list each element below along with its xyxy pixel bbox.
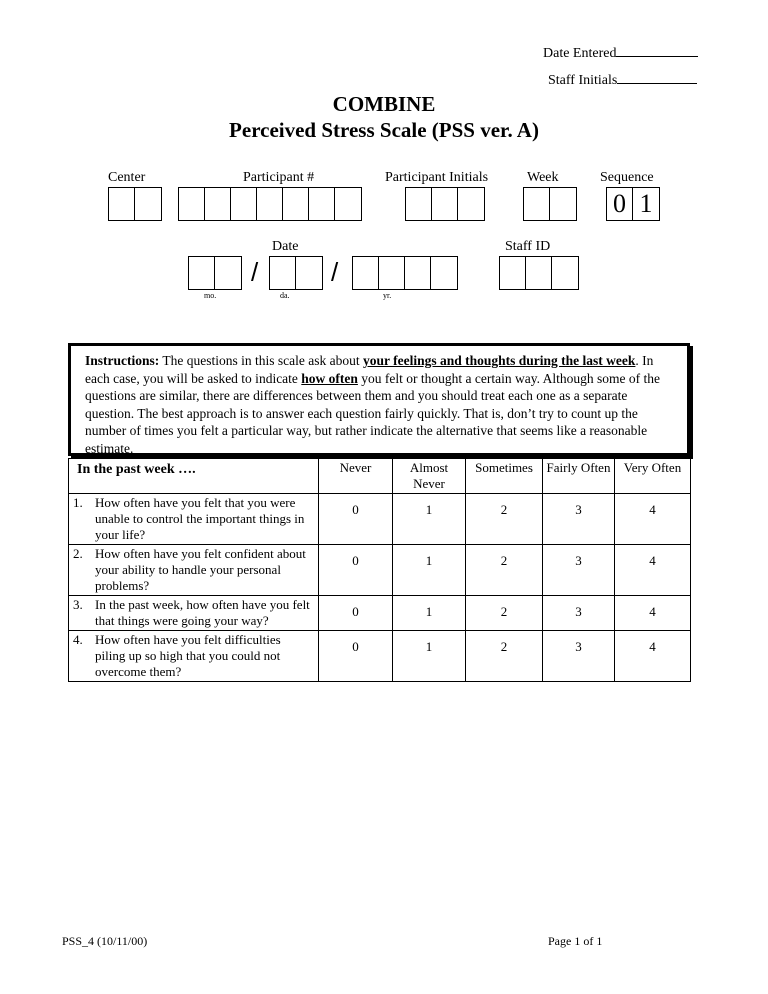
page-number: Page 1 of 1 bbox=[548, 934, 603, 948]
box[interactable] bbox=[179, 188, 205, 220]
answer-option[interactable]: 2 bbox=[466, 631, 543, 682]
instructions-emphasis: how often bbox=[301, 370, 358, 386]
answer-option[interactable]: 2 bbox=[466, 545, 543, 596]
answer-option[interactable]: 1 bbox=[393, 494, 466, 545]
box[interactable] bbox=[231, 188, 257, 220]
box[interactable] bbox=[524, 188, 550, 220]
box[interactable] bbox=[379, 257, 405, 289]
question-cell bbox=[69, 596, 319, 631]
answer-option[interactable]: 0 bbox=[319, 631, 393, 682]
instructions-box bbox=[68, 343, 690, 456]
question-number: 2. bbox=[73, 546, 83, 561]
box[interactable] bbox=[432, 188, 458, 220]
date-separator: / bbox=[251, 257, 259, 287]
box[interactable] bbox=[205, 188, 231, 220]
date-entered-line[interactable] bbox=[543, 46, 698, 62]
question-cell bbox=[69, 494, 319, 545]
instructions-part: The questions in this scale ask about bbox=[162, 353, 360, 368]
box[interactable] bbox=[296, 257, 322, 289]
instructions-text bbox=[85, 352, 665, 457]
day-caption: da. bbox=[280, 291, 290, 300]
question-text: How often have you felt that you were unable to control the important things in your life? bbox=[95, 495, 305, 542]
box[interactable] bbox=[135, 188, 161, 220]
month-caption: mo. bbox=[204, 291, 217, 300]
date-entered-label: Date Entered bbox=[543, 46, 617, 61]
box[interactable] bbox=[257, 188, 283, 220]
column-header: Almost Never bbox=[393, 459, 466, 494]
form-id: PSS_4 (10/11/00) bbox=[62, 934, 148, 948]
answer-option[interactable]: 3 bbox=[543, 631, 615, 682]
question-cell bbox=[69, 631, 319, 682]
instructions-part: . In each case, you will be asked to indicate bbox=[85, 353, 654, 386]
answer-option[interactable]: 0 bbox=[319, 596, 393, 631]
answer-option[interactable]: 3 bbox=[543, 494, 615, 545]
box[interactable] bbox=[406, 188, 432, 220]
table-row bbox=[69, 631, 691, 682]
form-subtitle: Perceived Stress Scale (PSS ver. A) bbox=[229, 118, 539, 142]
year-caption: yr. bbox=[383, 291, 392, 300]
column-header: Never bbox=[319, 459, 393, 494]
box[interactable] bbox=[431, 257, 457, 289]
instructions-label: Instructions: bbox=[85, 353, 160, 368]
sequence-label: Sequence bbox=[600, 170, 654, 185]
column-header: Fairly Often bbox=[543, 459, 615, 494]
week-label: Week bbox=[527, 170, 559, 185]
box[interactable] bbox=[215, 257, 241, 289]
staff-id-boxes[interactable] bbox=[499, 256, 579, 290]
box[interactable] bbox=[405, 257, 431, 289]
participant-boxes[interactable] bbox=[178, 187, 362, 221]
box[interactable] bbox=[270, 257, 296, 289]
column-header: Very Often bbox=[615, 459, 691, 494]
box[interactable] bbox=[353, 257, 379, 289]
answer-option[interactable]: 4 bbox=[615, 545, 691, 596]
box[interactable] bbox=[109, 188, 135, 220]
date-day-boxes[interactable] bbox=[269, 256, 323, 290]
box[interactable] bbox=[550, 188, 576, 220]
answer-option[interactable]: 1 bbox=[393, 545, 466, 596]
answer-option[interactable]: 1 bbox=[393, 596, 466, 631]
participant-initials-boxes[interactable] bbox=[405, 187, 485, 221]
answer-option[interactable]: 0 bbox=[319, 494, 393, 545]
table-row bbox=[69, 545, 691, 596]
staff-id-label: Staff ID bbox=[505, 239, 551, 254]
date-year-boxes[interactable] bbox=[352, 256, 458, 290]
answer-option[interactable]: 4 bbox=[615, 494, 691, 545]
answer-option[interactable]: 3 bbox=[543, 596, 615, 631]
date-month-boxes[interactable] bbox=[188, 256, 242, 290]
question-cell bbox=[69, 545, 319, 596]
answer-option[interactable]: 2 bbox=[466, 494, 543, 545]
instructions-emphasis: your feelings and thoughts during the last week bbox=[363, 353, 636, 368]
answer-option[interactable]: 2 bbox=[466, 596, 543, 631]
box[interactable] bbox=[458, 188, 484, 220]
questions-table bbox=[68, 458, 691, 682]
date-separator: / bbox=[331, 257, 339, 287]
box[interactable] bbox=[189, 257, 215, 289]
table-row bbox=[69, 596, 691, 631]
center-label: Center bbox=[108, 170, 146, 185]
sequence-digit: 0 bbox=[607, 188, 633, 220]
form-title: COMBINE bbox=[332, 92, 436, 116]
staff-initials-label: Staff Initials bbox=[548, 73, 618, 88]
question-number: 1. bbox=[73, 495, 83, 510]
box[interactable] bbox=[335, 188, 361, 220]
table-header-row bbox=[69, 459, 691, 494]
box[interactable] bbox=[500, 257, 526, 289]
participant-label: Participant # bbox=[243, 170, 315, 185]
instructions-part: you felt or thought a certain way. Although some of the questions are similar, there are differences between them and you should treat each one as a separate question. The best approach is to answer each question fairly quickly. That is, don’t try to count up the number of times you felt a particular way, but rather indicate the alternative that seems like a reasonable estimate. bbox=[85, 370, 660, 456]
box[interactable] bbox=[283, 188, 309, 220]
question-number: 3. bbox=[73, 597, 83, 612]
question-text: In the past week, how often have you felt that things were going your way? bbox=[95, 597, 310, 628]
answer-option[interactable]: 3 bbox=[543, 545, 615, 596]
answer-option[interactable]: 4 bbox=[615, 631, 691, 682]
sequence-digit: 1 bbox=[639, 189, 653, 218]
question-number: 4. bbox=[73, 632, 83, 647]
box[interactable] bbox=[309, 188, 335, 220]
week-boxes[interactable] bbox=[523, 187, 577, 221]
question-text: How often have you felt confident about your ability to handle your personal problems? bbox=[95, 546, 306, 593]
participant-initials-label: Participant Initials bbox=[385, 170, 489, 185]
staff-initials-line[interactable] bbox=[548, 73, 697, 89]
answer-option[interactable]: 1 bbox=[393, 631, 466, 682]
date-label: Date bbox=[272, 239, 299, 254]
column-header: Sometimes bbox=[466, 459, 543, 494]
answer-option[interactable]: 4 bbox=[615, 596, 691, 631]
box[interactable] bbox=[552, 257, 578, 289]
sequence-boxes bbox=[606, 187, 660, 221]
box[interactable] bbox=[526, 257, 552, 289]
table-header-question: In the past week …. bbox=[69, 459, 319, 494]
center-boxes[interactable] bbox=[108, 187, 162, 221]
table-row bbox=[69, 494, 691, 545]
answer-option[interactable]: 0 bbox=[319, 545, 393, 596]
question-text: How often have you felt difficulties piling up so high that you could not overcome them? bbox=[95, 632, 281, 679]
